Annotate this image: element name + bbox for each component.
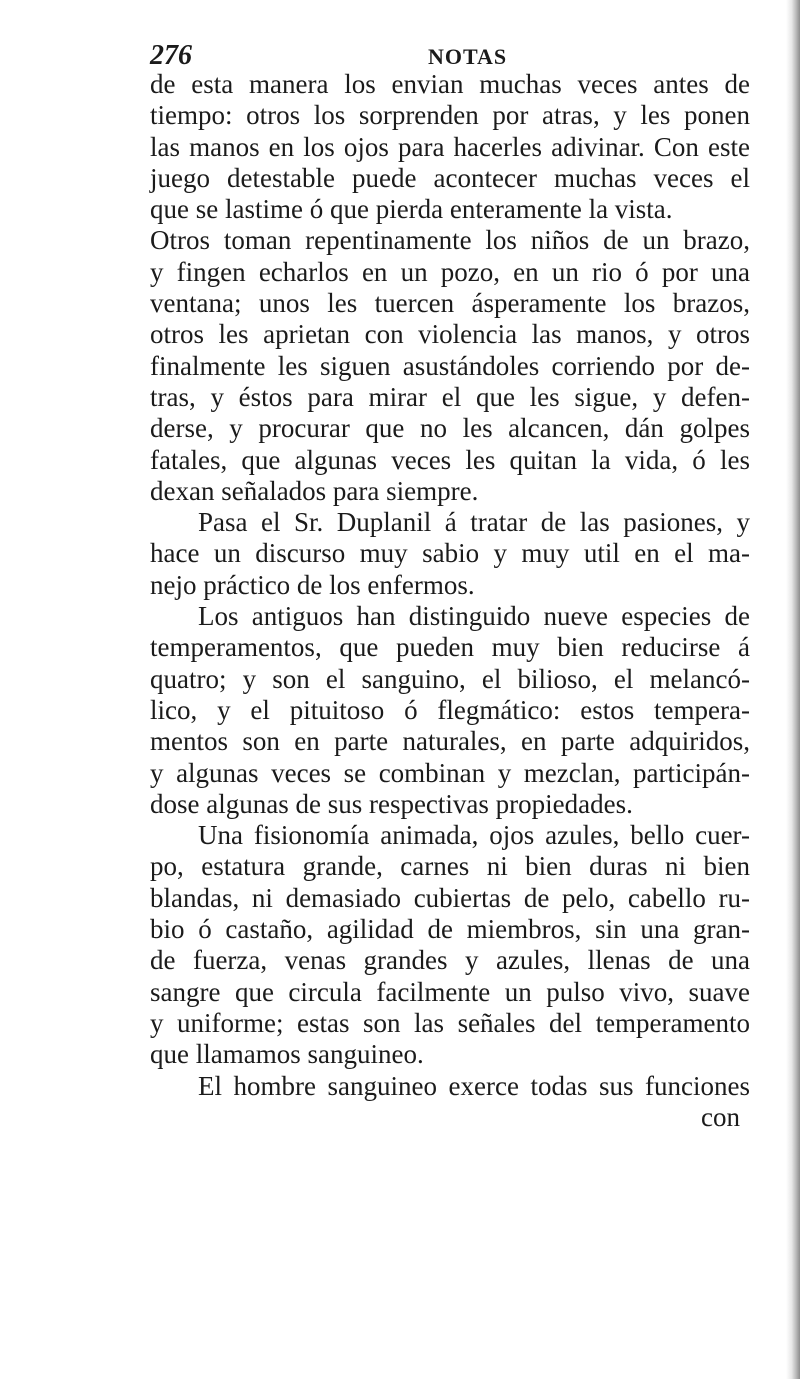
- text-line: finalmente les siguen asustándoles corriendo por de-: [150, 350, 750, 381]
- body-text: [150, 69, 750, 1133]
- text-line: nejo práctico de los enfermos.: [150, 569, 475, 600]
- text-line: mentos son en parte naturales, en parte adquiridos,: [150, 726, 750, 757]
- running-head: NOTAS: [428, 44, 508, 69]
- text-line: de fuerza, venas grandes y azules, llenas de una: [150, 945, 750, 976]
- catchword: con: [701, 1101, 740, 1132]
- text-line: fatales, que algunas veces les quitan la vida, ó les: [150, 444, 750, 475]
- text-line: y fingen echarlos en un pozo, en un rio ó por una: [150, 256, 750, 287]
- text-line: que se lastime ó que pierda enteramente la vista.: [150, 194, 673, 225]
- text-line: blandas, ni demasiado cubiertas de pelo, cabello ru-: [150, 882, 750, 913]
- text-line: juego detestable puede acontecer muchas veces el: [150, 162, 750, 193]
- text-line: otros les aprietan con violencia las manos, y otros: [150, 319, 750, 350]
- text-line: derse, y procurar que no les alcancen, dán golpes: [150, 413, 750, 444]
- paragraph-start-line: Una fisionomía animada, ojos azules, bello cuer-: [198, 820, 750, 851]
- paragraph-start-line: El hombre sanguineo exerce todas sus funciones: [198, 1070, 750, 1101]
- page-number: 276: [150, 40, 192, 71]
- page-edge-shadow: [786, 0, 800, 1379]
- text-line: y algunas veces se combinan y mezclan, participán-: [150, 757, 750, 788]
- text-line: quatro; y son el sanguino, el bilioso, el melancó-: [150, 663, 750, 694]
- paragraph-start-line: Pasa el Sr. Duplanil á tratar de las pasiones, y: [198, 507, 750, 538]
- text-line: de esta manera los envian muchas veces antes de: [150, 69, 750, 99]
- paragraph-start-line: Los antiguos han distinguido nueve especies de: [198, 601, 750, 632]
- text-line: hace un discurso muy sabio y muy util en el ma-: [150, 538, 750, 569]
- text-line: sangre que circula facilmente un pulso vivo, suave: [150, 976, 750, 1007]
- text-line: dexan señalados para siempre.: [150, 475, 479, 506]
- text-line: que llamamos sanguineo.: [150, 1039, 424, 1070]
- text-line: ventana; unos les tuercen ásperamente los brazos,: [150, 288, 750, 319]
- text-line: bio ó castaño, agilidad de miembros, sin una gran-: [150, 914, 750, 945]
- text-line: po, estatura grande, carnes ni bien duras ni bien: [150, 851, 750, 882]
- text-line: y uniforme; estas son las señales del temperamento: [150, 1007, 750, 1038]
- text-line: dose algunas de sus respectivas propiedades.: [150, 788, 633, 819]
- text-line: temperamentos, que pueden muy bien reducirse á: [150, 632, 750, 663]
- text-line: tiempo: otros los sorprenden por atras, y les ponen: [150, 100, 750, 131]
- text-line: tras, y éstos para mirar el que les sigue, y defen-: [150, 381, 750, 412]
- text-line: Otros toman repentinamente los niños de un brazo,: [150, 225, 750, 256]
- text-line: lico, y el pituitoso ó flegmático: estos tempera-: [150, 694, 750, 725]
- text-line: las manos en los ojos para hacerles adivinar. Con este: [150, 131, 750, 162]
